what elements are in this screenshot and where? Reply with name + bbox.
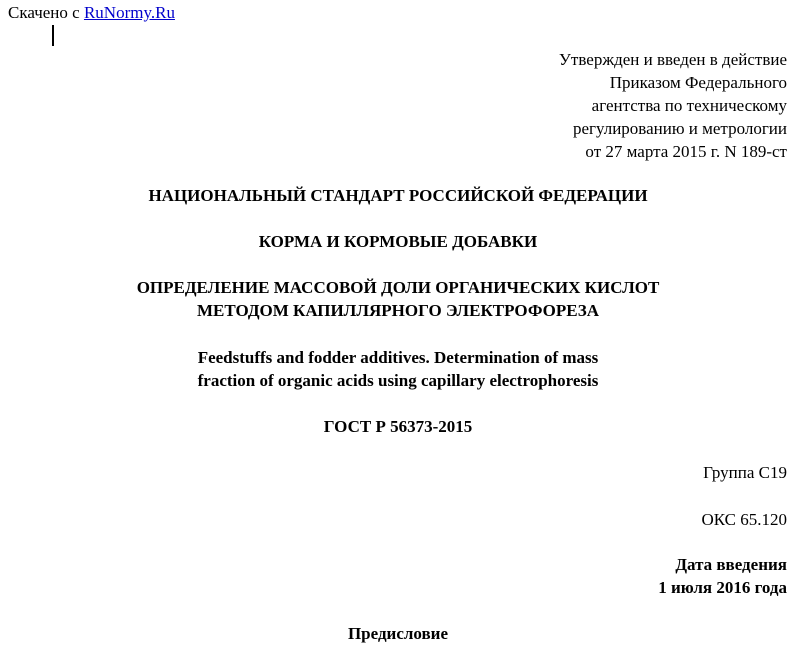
english-title-line: Feedstuffs and fodder additives. Determination of mass [197,348,599,367]
english-title-line: fraction of organic acids using capillary electrophoresis [197,371,599,390]
preface-heading-text: Предисловие [347,624,449,643]
group-code: Группа С19 [703,463,787,482]
gost-number [0,415,790,438]
title-line: ОПРЕДЕЛЕНИЕ МАССОВОЙ ДОЛИ ОРГАНИЧЕСКИХ КИСЛОТ [136,278,660,297]
approval-line: Приказом Федерального [609,73,787,92]
document-title [0,276,790,322]
introduction-date-label: Дата введения [675,555,787,574]
approval-line: от 27 марта 2015 г. N 189-ст [585,142,787,161]
approval-line: регулированию и метрологии [572,119,787,138]
approval-line: Утвержден и введен в действие [558,50,787,69]
runormy-link[interactable]: RuNormy.Ru [83,3,175,22]
source-line [8,1,175,24]
preface-heading [0,622,790,645]
approval-block [559,48,787,163]
title-line: МЕТОДОМ КАПИЛЛЯРНОГО ЭЛЕКТРОФОРЕЗА [196,301,600,320]
subject-heading [0,230,790,253]
gost-number-text: ГОСТ Р 56373-2015 [323,417,473,436]
introduction-date-value: 1 июля 2016 года [658,578,787,597]
approval-line: агентства по техническому [591,96,787,115]
subject-heading-text: КОРМА И КОРМОВЫЕ ДОБАВКИ [258,232,538,251]
standard-heading-text: НАЦИОНАЛЬНЫЙ СТАНДАРТ РОССИЙСКОЙ ФЕДЕРАЦИИ [148,186,648,205]
source-prefix: Скачено с [8,3,80,22]
english-title [0,346,790,392]
text-cursor [52,25,54,46]
oks-code: ОКС 65.120 [701,510,787,529]
standard-heading [0,184,790,207]
